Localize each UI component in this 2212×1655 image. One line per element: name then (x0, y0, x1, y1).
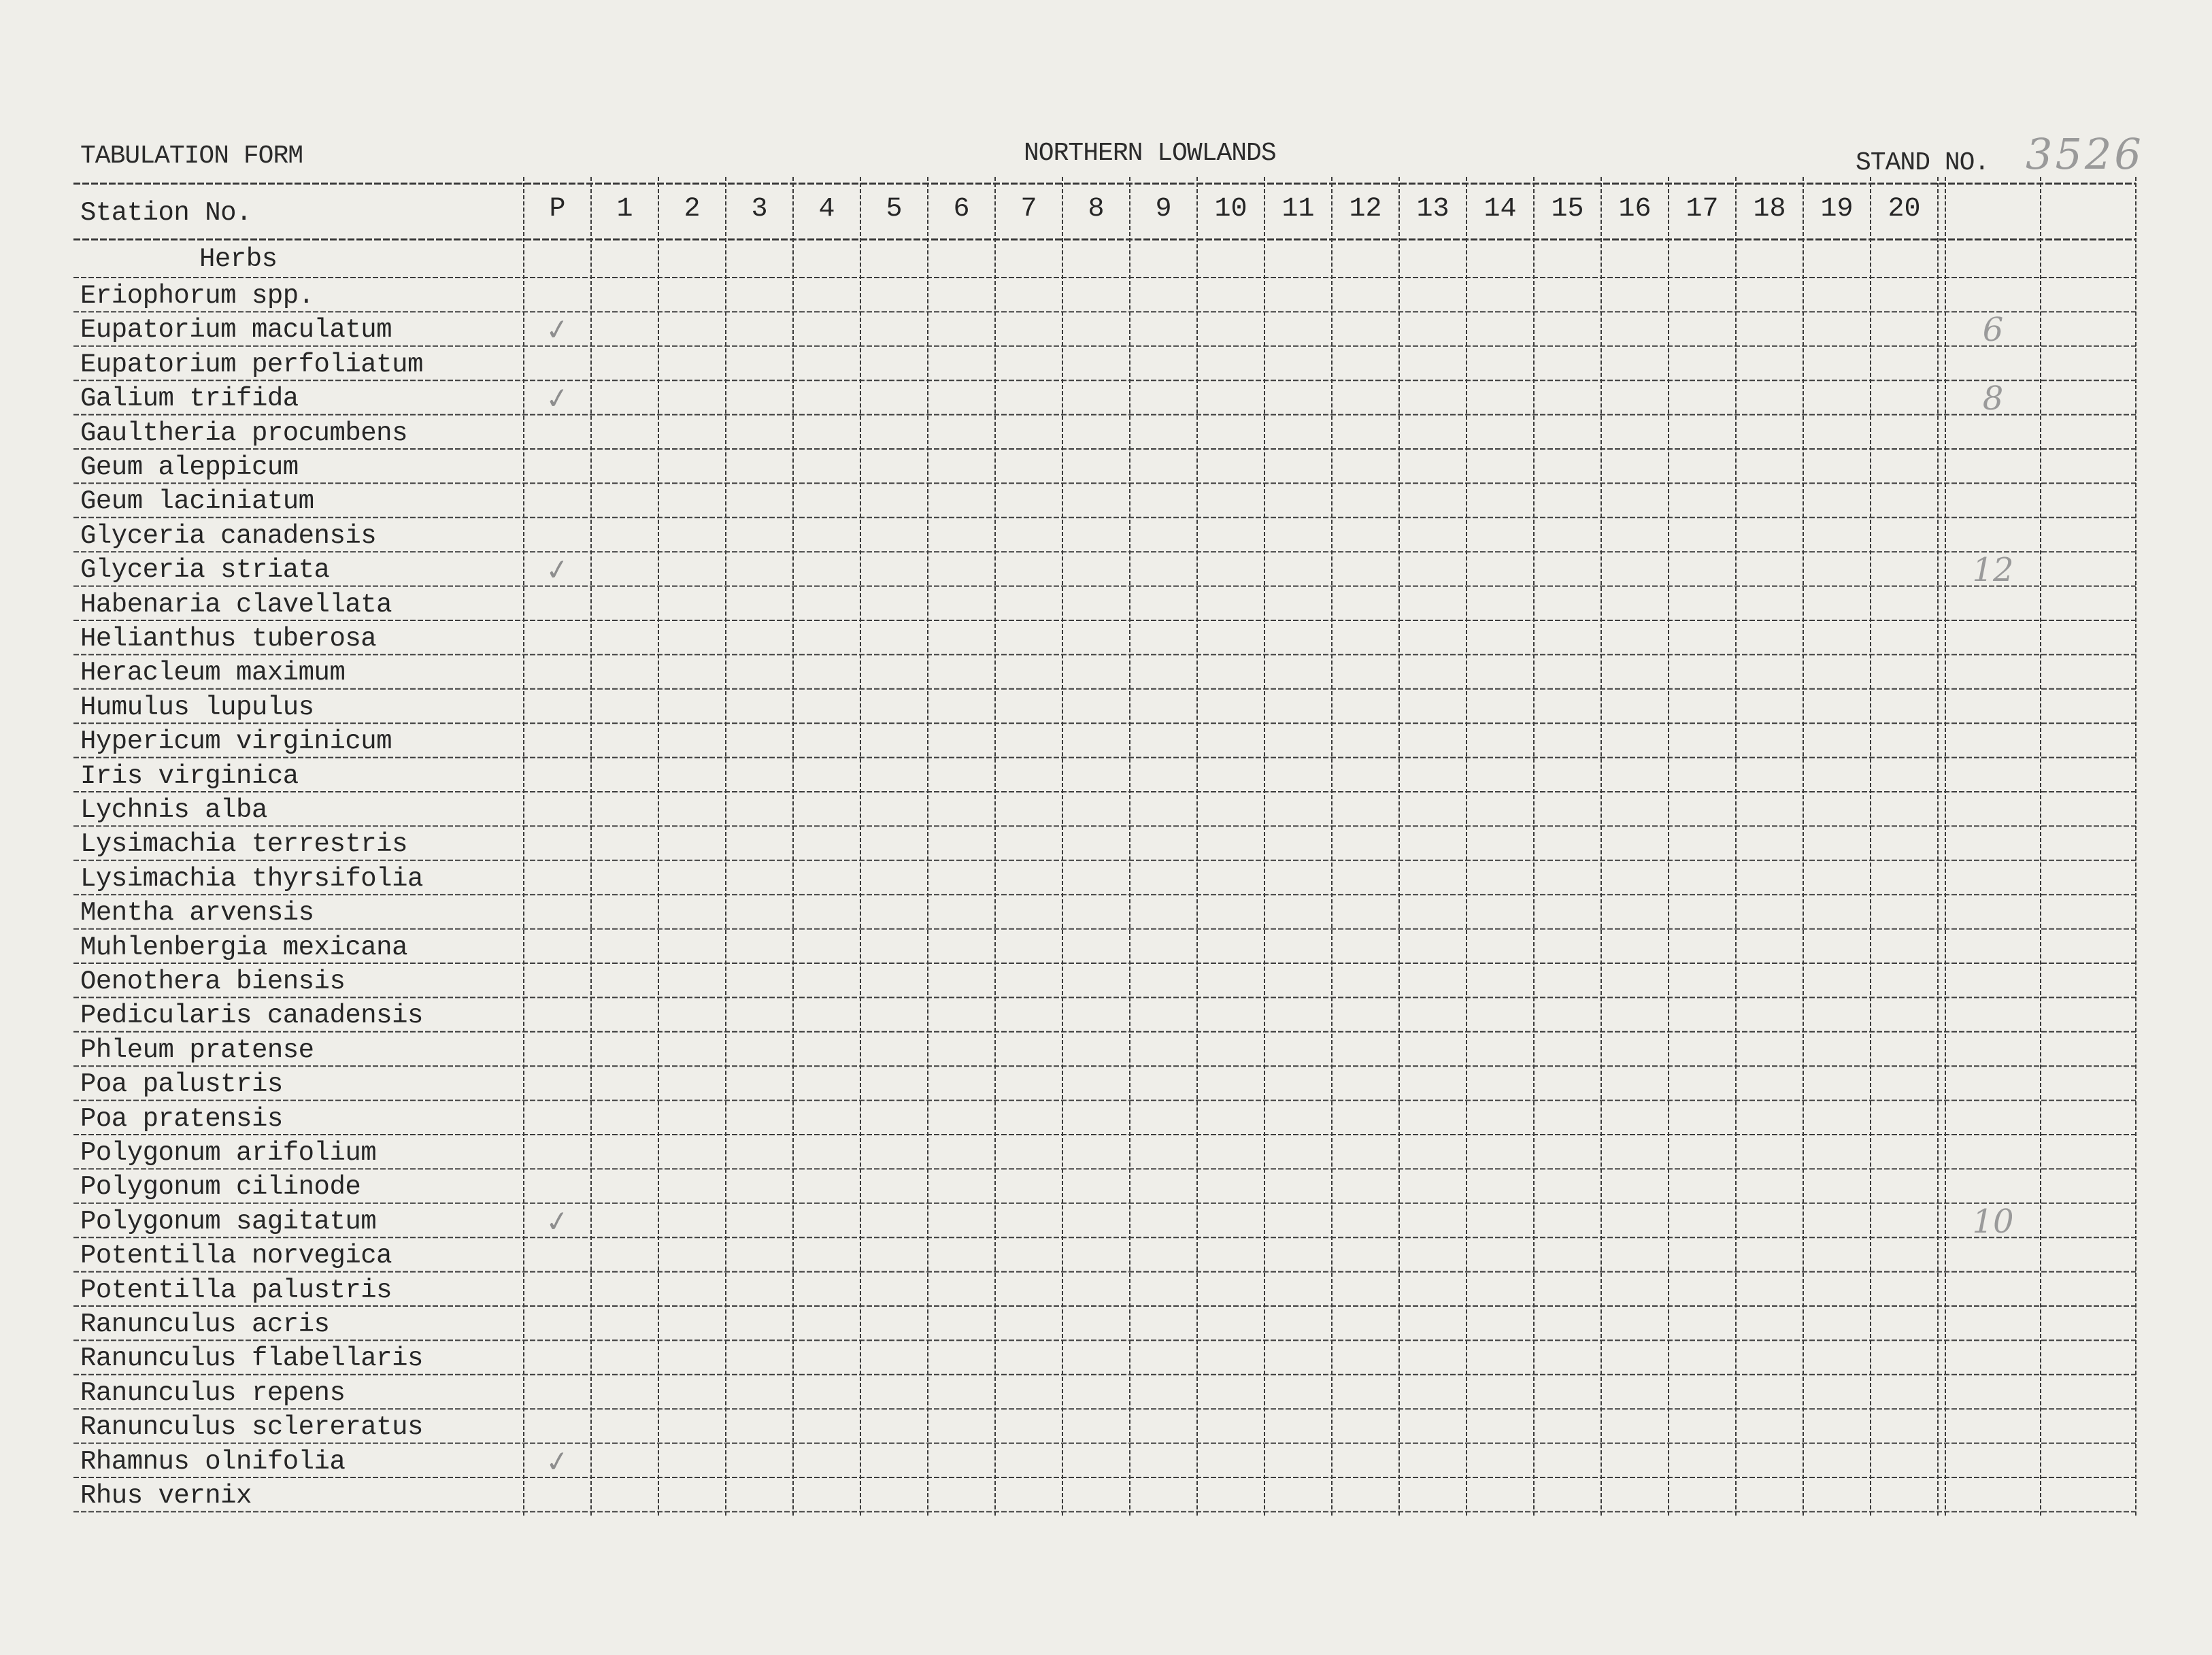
station-number-label: Station No. (80, 198, 252, 228)
species-name: Geum laciniatum (80, 486, 314, 517)
species-name: Ranunculus flabellaris (80, 1343, 423, 1374)
column-header-4: 4 (818, 194, 835, 224)
species-name: Potentilla norvegica (80, 1241, 392, 1271)
species-name: Polygonum arifolium (80, 1138, 377, 1168)
stand-number-label: STAND NO. (1856, 148, 1990, 178)
column-header-1: 1 (616, 194, 633, 224)
species-name: Ranunculus sclereratus (80, 1412, 423, 1443)
species-name: Rhus vernix (80, 1481, 252, 1511)
region-title: NORTHERN LOWLANDS (1024, 139, 1276, 168)
species-name: Mentha arvensis (80, 898, 314, 929)
column-header-15: 15 (1551, 194, 1584, 224)
presence-check-mark: ✓ (543, 1443, 572, 1480)
presence-check-mark: ✓ (543, 312, 572, 348)
column-header-2: 2 (684, 194, 701, 224)
column-header-8: 8 (1088, 194, 1105, 224)
stand-number-value: 3526 (2026, 129, 2144, 179)
column-header-12: 12 (1349, 194, 1382, 224)
column-header-14: 14 (1484, 194, 1517, 224)
species-name: Muhlenbergia mexicana (80, 932, 407, 963)
species-name: Hypericum virginicum (80, 726, 392, 757)
species-name: Habenaria clavellata (80, 589, 392, 620)
column-header-6: 6 (953, 194, 970, 224)
section-label-herbs: Herbs (199, 244, 278, 274)
species-name: Gaultheria procumbens (80, 418, 407, 448)
species-name: Potentilla palustris (80, 1275, 392, 1305)
column-header-10: 10 (1214, 194, 1247, 224)
species-name: Galium trifida (80, 384, 299, 414)
species-name: Polygonum sagitatum (80, 1206, 377, 1237)
column-header-19: 19 (1820, 194, 1854, 224)
column-header-20: 20 (1888, 194, 1921, 224)
column-header-11: 11 (1281, 194, 1315, 224)
species-name: Oenothera biensis (80, 967, 346, 997)
handwritten-total: 12 (1972, 551, 2014, 590)
handwritten-total: 6 (1982, 311, 2004, 350)
presence-check-mark: ✓ (543, 551, 572, 588)
species-name: Heracleum maximum (80, 658, 346, 688)
species-name: Pedicularis canadensis (80, 1001, 423, 1031)
species-name: Poa pratensis (80, 1103, 283, 1134)
species-name: Eriophorum spp. (80, 281, 314, 311)
presence-check-mark: ✓ (543, 380, 572, 417)
species-name: Helianthus tuberosa (80, 624, 377, 654)
species-name: Eupatorium maculatum (80, 315, 392, 346)
species-name: Lysimachia terrestris (80, 829, 407, 860)
species-name: Ranunculus acris (80, 1309, 330, 1339)
column-header-17: 17 (1686, 194, 1719, 224)
species-name: Glyceria canadensis (80, 520, 377, 551)
species-name: Polygonum cilinode (80, 1172, 361, 1203)
species-name: Lysimachia thyrsifolia (80, 863, 423, 894)
column-header-13: 13 (1416, 194, 1449, 224)
column-header-16: 16 (1618, 194, 1652, 224)
column-header-9: 9 (1155, 194, 1172, 224)
species-name: Ranunculus repens (80, 1377, 346, 1408)
form-title: TABULATION FORM (80, 141, 303, 171)
species-name: Geum aleppicum (80, 452, 299, 482)
species-name: Lychnis alba (80, 795, 267, 825)
column-header-5: 5 (886, 194, 903, 224)
column-header-7: 7 (1020, 194, 1037, 224)
species-name: Glyceria striata (80, 555, 330, 586)
handwritten-total: 8 (1982, 380, 2004, 418)
presence-check-mark: ✓ (543, 1203, 572, 1240)
species-name: Humulus lupulus (80, 692, 314, 722)
species-name: Phleum pratense (80, 1035, 314, 1065)
column-header-3: 3 (751, 194, 768, 224)
species-name: Iris virginica (80, 760, 299, 791)
column-header-p: P (549, 194, 566, 224)
species-name: Rhamnus olnifolia (80, 1446, 346, 1477)
species-name: Poa palustris (80, 1069, 283, 1100)
column-header-18: 18 (1753, 194, 1786, 224)
species-name: Eupatorium perfoliatum (80, 349, 423, 380)
handwritten-total: 10 (1972, 1202, 2014, 1241)
